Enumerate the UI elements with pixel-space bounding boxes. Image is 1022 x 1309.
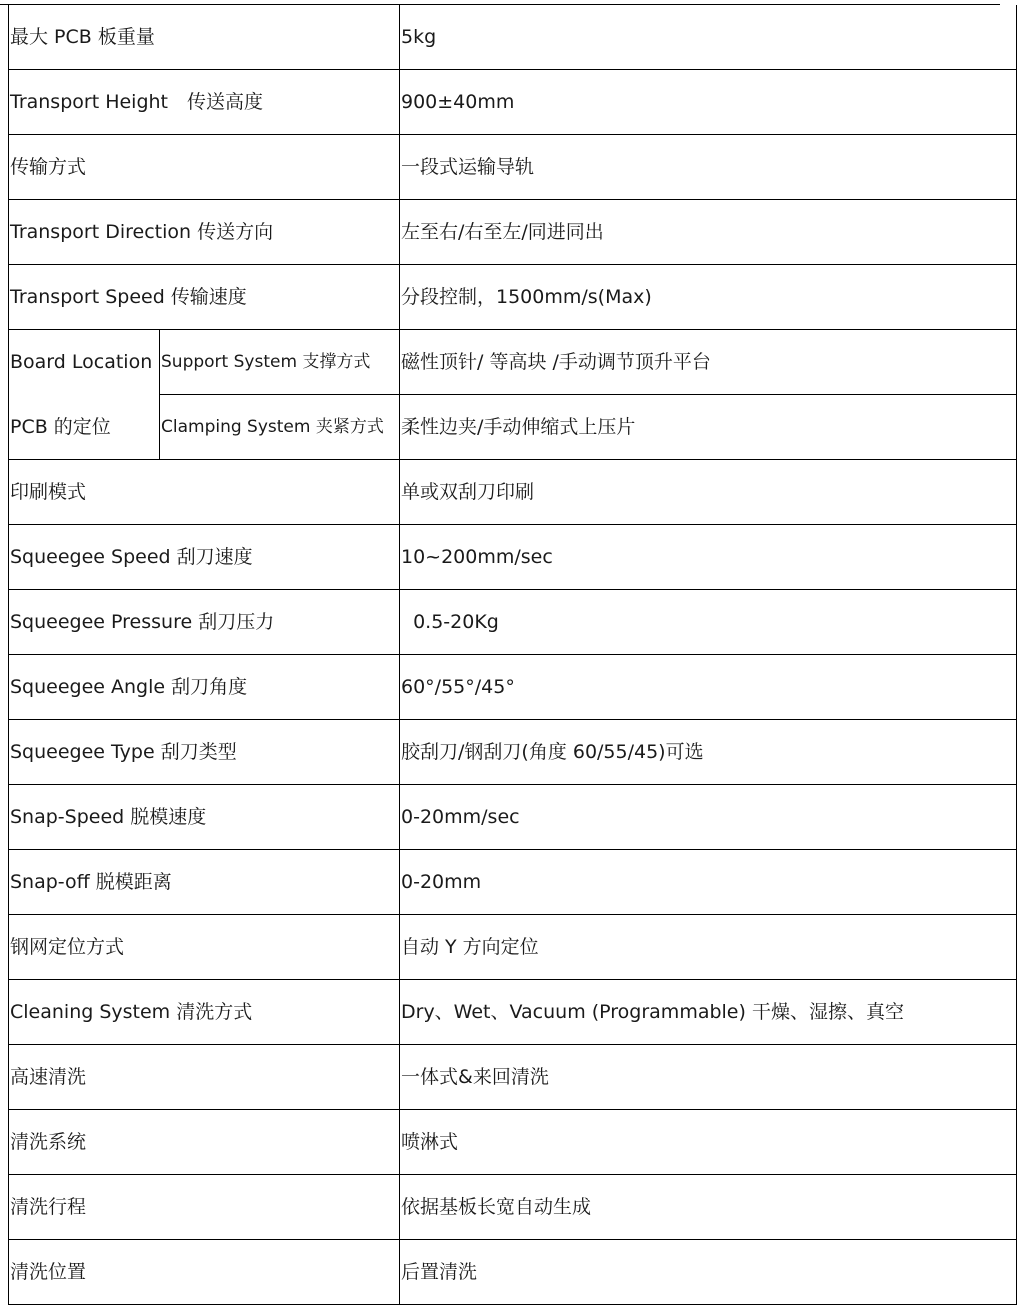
table-row	[9, 655, 1017, 720]
spec-value: Dry、Wet、Vacuum (Programmable) 干燥、湿擦、真空	[400, 980, 1017, 1045]
spec-sub-label: Support System 支撑方式	[160, 330, 400, 395]
table-row	[9, 460, 1017, 525]
table-row	[9, 590, 1017, 655]
spec-value: 5kg	[400, 5, 1017, 70]
spec-value: 胶刮刀/钢刮刀(角度 60/55/45)可选	[400, 720, 1017, 785]
spec-label: 清洗系统	[9, 1110, 400, 1175]
spec-label: 传输方式	[9, 135, 400, 200]
table-row	[9, 200, 1017, 265]
spec-label: 清洗位置	[9, 1240, 400, 1305]
table-row	[9, 1110, 1017, 1175]
table-row	[9, 785, 1017, 850]
group-label-en: Board Location	[9, 330, 160, 395]
spec-value: 一段式运输导轨	[400, 135, 1017, 200]
table-row	[9, 265, 1017, 330]
spec-label: Snap-off 脱模距离	[9, 850, 400, 915]
spec-value: 0.5-20Kg	[400, 590, 1017, 655]
table-row	[9, 525, 1017, 590]
table-row	[9, 850, 1017, 915]
spec-value: 0-20mm/sec	[400, 785, 1017, 850]
spec-value: 柔性边夹/手动伸缩式上压片	[400, 395, 1017, 460]
spec-value: 依据基板长宽自动生成	[400, 1175, 1017, 1240]
spec-label: Snap-Speed 脱模速度	[9, 785, 400, 850]
spec-label: 印刷模式	[9, 460, 400, 525]
spec-value: 0-20mm	[400, 850, 1017, 915]
table-row	[9, 915, 1017, 980]
spec-value: 10~200mm/sec	[400, 525, 1017, 590]
spec-table	[8, 5, 1017, 1305]
spec-value: 分段控制，1500mm/s(Max)	[400, 265, 1017, 330]
spec-label: 高速清洗	[9, 1045, 400, 1110]
spec-label: Squeegee Type 刮刀类型	[9, 720, 400, 785]
spec-value: 自动 Y 方向定位	[400, 915, 1017, 980]
spec-label: Transport Direction 传送方向	[9, 200, 400, 265]
spec-label: 最大 PCB 板重量	[9, 5, 400, 70]
table-row	[9, 395, 1017, 460]
table-row	[9, 330, 1017, 395]
spec-label: Squeegee Angle 刮刀角度	[9, 655, 400, 720]
table-row	[9, 720, 1017, 785]
table-row	[9, 1045, 1017, 1110]
table-row	[9, 980, 1017, 1045]
spec-value: 一体式&来回清洗	[400, 1045, 1017, 1110]
spec-label: 钢网定位方式	[9, 915, 400, 980]
spec-label: 清洗行程	[9, 1175, 400, 1240]
table-row	[9, 1175, 1017, 1240]
spec-label: Transport Speed 传输速度	[9, 265, 400, 330]
spec-label: Cleaning System 清洗方式	[9, 980, 400, 1045]
spec-value: 喷淋式	[400, 1110, 1017, 1175]
spec-value: 后置清洗	[400, 1240, 1017, 1305]
table-row	[9, 135, 1017, 200]
table-row	[9, 1240, 1017, 1305]
spec-label: Squeegee Speed 刮刀速度	[9, 525, 400, 590]
spec-label: Transport Height 传送高度	[9, 70, 400, 135]
spec-label: Squeegee Pressure 刮刀压力	[9, 590, 400, 655]
table-row	[9, 5, 1017, 70]
table-row	[9, 70, 1017, 135]
spec-value: 磁性顶针/ 等高块 /手动调节顶升平台	[400, 330, 1017, 395]
spec-value: 900±40mm	[400, 70, 1017, 135]
spec-value: 单或双刮刀印刷	[400, 460, 1017, 525]
group-label-cn: PCB 的定位	[9, 395, 160, 460]
spec-value: 60°/55°/45°	[400, 655, 1017, 720]
spec-value: 左至右/右至左/同进同出	[400, 200, 1017, 265]
spec-sub-label: Clamping System 夹紧方式	[160, 395, 400, 460]
